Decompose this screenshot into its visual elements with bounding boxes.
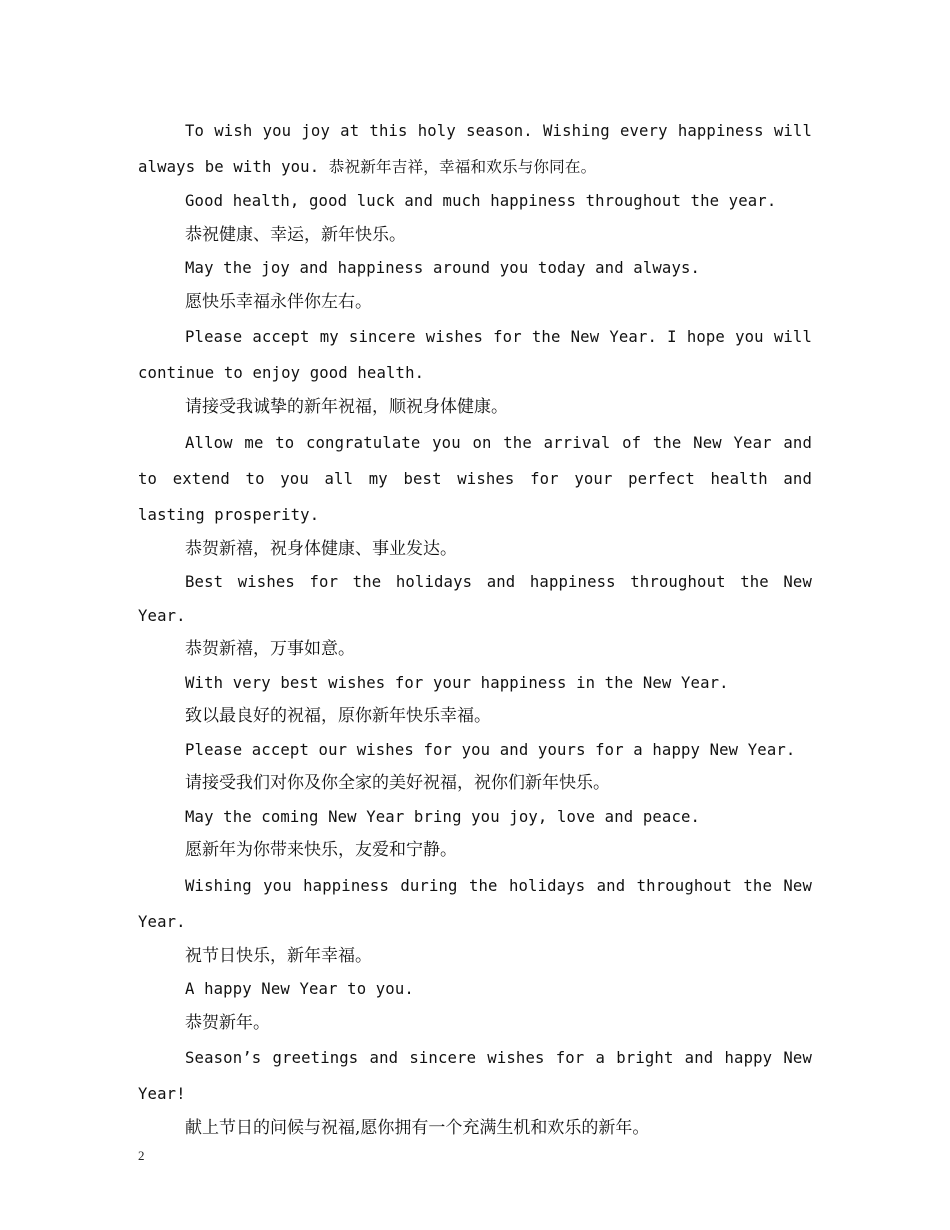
paragraph-our-wishes: Please accept our wishes for you and yours for a happy New Year. (185, 740, 796, 759)
paragraph-coming-new-year-zh: 愿新年为你带来快乐，友爱和宁静。 (185, 840, 457, 860)
paragraph-greeting-holy-season: To wish you joy at this holy season. Wishing every happiness will always be with you. 恭祝新年吉祥，幸福和欢乐与你同在。 (138, 122, 812, 176)
paragraph-joy-happiness: May the joy and happiness around you today and always. (185, 259, 701, 277)
paragraph-happiness-holidays-zh: 祝节日快乐，新年幸福。 (185, 945, 372, 966)
paragraph-happy-new-year: A happy New Year to you. (185, 980, 414, 998)
paragraph-sincere-wishes: Please accept my sincere wishes for the New Year. I hope you will continue to enjoy good health. (138, 328, 812, 382)
paragraph-seasons-greetings-zh: 献上节日的问候与祝福,愿你拥有一个充满生机和欢乐的新年。 (185, 1118, 650, 1138)
paragraph-very-best-wishes: With very best wishes for your happiness in the New Year. (185, 673, 729, 692)
paragraph-congratulate-zh: 恭贺新禧，祝身体健康、事业发达。 (185, 538, 457, 559)
document-body (138, 113, 812, 1146)
page-number: 2 (138, 1148, 145, 1163)
paragraph-congratulate: Allow me to congratulate you on the arrival of the New Year and to extend to you all my best wishes for your perfect health and lasting prosperity. (138, 433, 812, 524)
paragraph-good-health-zh: 恭祝健康、幸运，新年快乐。 (185, 224, 406, 245)
paragraph-joy-happiness-zh: 愿快乐幸福永伴你左右。 (185, 291, 372, 312)
paragraph-our-wishes-zh: 请接受我们对你及你全家的美好祝福，祝你们新年快乐。 (185, 773, 610, 793)
paragraph-very-best-wishes-zh: 致以最良好的祝福，原你新年快乐幸福。 (185, 706, 491, 726)
paragraph-good-health: Good health, good luck and much happiness throughout the year. (185, 192, 777, 210)
paragraph-coming-new-year: May the coming New Year bring you joy, love and peace. (185, 807, 701, 826)
paragraph-happiness-holidays: Wishing you happiness during the holidays and throughout the New Year. (138, 876, 812, 931)
paragraph-happy-new-year-zh: 恭贺新年。 (185, 1012, 270, 1033)
paragraph-best-wishes-holidays-zh: 恭贺新禧，万事如意。 (185, 639, 355, 659)
paragraph-sincere-wishes-zh: 请接受我诚挚的新年祝福，顺祝身体健康。 (185, 397, 508, 417)
paragraph-seasons-greetings: Season’s greetings and sincere wishes for a bright and happy New Year! (138, 1049, 812, 1103)
paragraph-best-wishes-holidays: Best wishes for the holidays and happiness throughout the New Year. (138, 573, 812, 625)
